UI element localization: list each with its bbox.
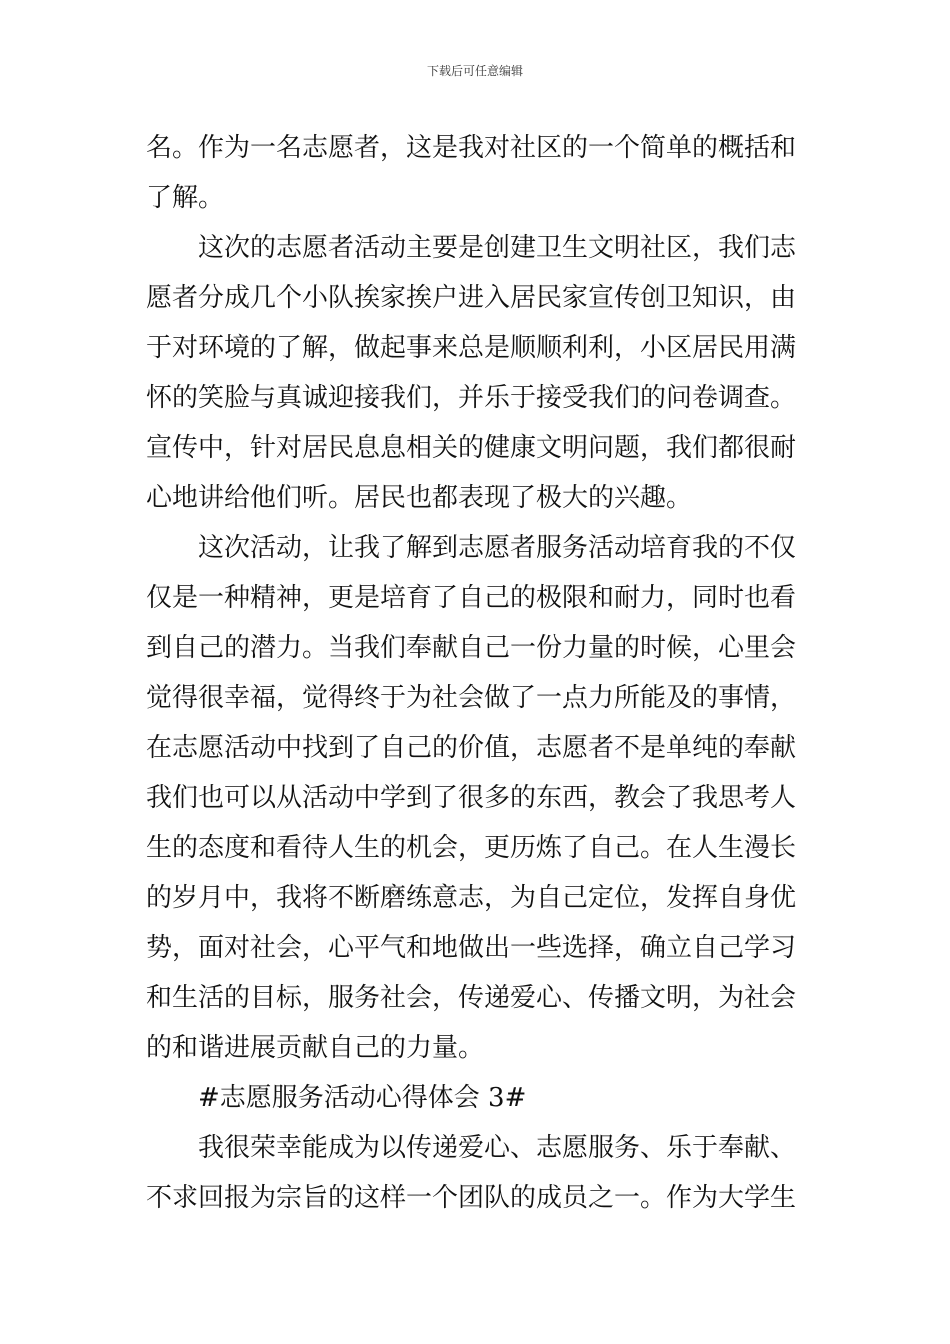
text-line: 在志愿活动中找到了自己的价值，志愿者不是单纯的奉献 [146, 733, 797, 763]
text-line: 和生活的目标，服务社会，传递爱心、传播文明，为社会 [146, 983, 797, 1013]
text-line: 觉得很幸福，觉得终于为社会做了一点力所能及的事情， [146, 683, 797, 713]
text-line: 的岁月中，我将不断磨练意志，为自己定位，发挥自身优 [146, 883, 797, 913]
text-line: 势，面对社会，心平气和地做出一些选择，确立自己学习 [146, 933, 797, 963]
section-heading: #志愿服务活动心得体会 3# [198, 1083, 527, 1113]
text-line: 心地讲给他们听。居民也都表现了极大的兴趣。 [146, 483, 693, 513]
text-line: 的和谐进展贡献自己的力量。 [146, 1033, 485, 1063]
text-line: 我们也可以从活动中学到了很多的东西，教会了我思考人 [146, 783, 797, 813]
paragraph-first-line: 这次的志愿者活动主要是创建卫生文明社区，我们志 [198, 233, 797, 263]
text-line: 了解。 [146, 183, 225, 213]
paragraph-first-line: 这次活动，让我了解到志愿者服务活动培育我的不仅 [198, 533, 797, 563]
text-line: 仅是一种精神，更是培育了自己的极限和耐力，同时也看 [146, 583, 797, 613]
text-line: 愿者分成几个小队挨家挨户进入居民家宣传创卫知识，由 [146, 283, 797, 313]
text-line: 宣传中，针对居民息息相关的健康文明问题，我们都很耐 [146, 433, 797, 463]
text-line: 名。作为一名志愿者，这是我对社区的一个简单的概括和 [146, 133, 797, 163]
text-line: 于对环境的了解，做起事来总是顺顺利利，小区居民用满 [146, 333, 797, 363]
text-line: 不求回报为宗旨的这样一个团队的成员之一。作为大学生 [146, 1183, 797, 1213]
text-line: 生的态度和看待人生的机会，更历炼了自己。在人生漫长 [146, 833, 797, 863]
text-line: 怀的笑脸与真诚迎接我们，并乐于接受我们的问卷调查。 [146, 383, 797, 413]
page-header-note: 下载后可任意编辑 [426, 64, 523, 78]
text-line: 到自己的潜力。当我们奉献自己一份力量的时候，心里会 [146, 633, 797, 663]
paragraph-first-line: 我很荣幸能成为以传递爱心、志愿服务、乐于奉献、 [198, 1133, 797, 1163]
